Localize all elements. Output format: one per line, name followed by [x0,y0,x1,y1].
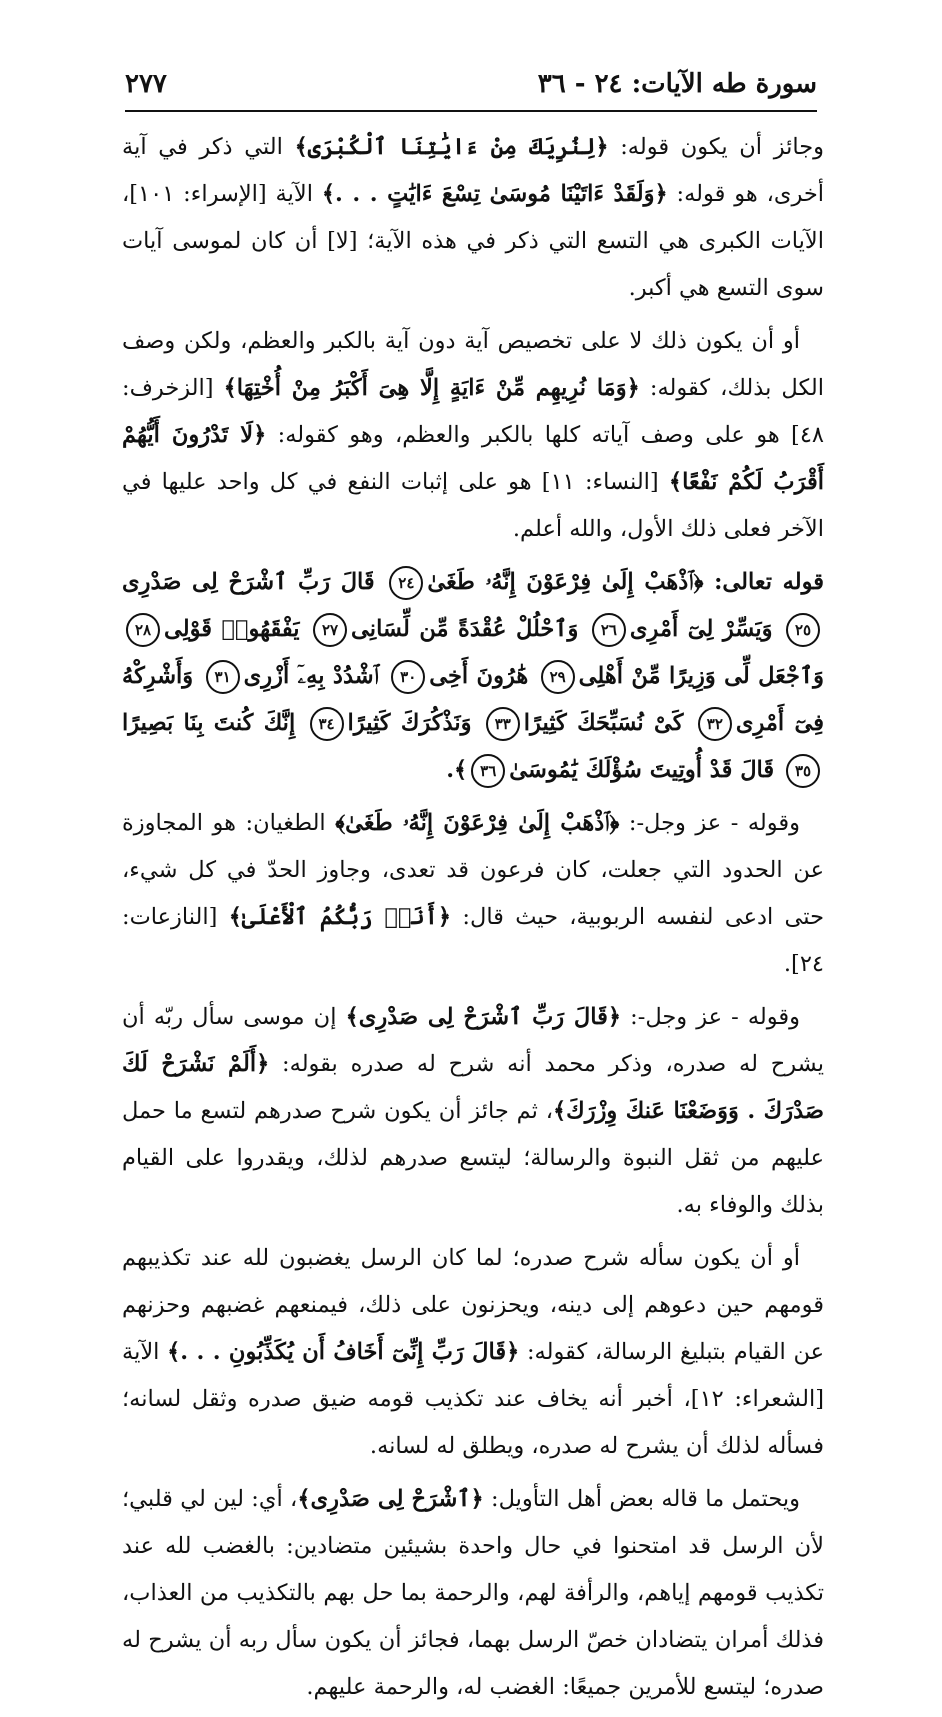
page-body [122,124,824,1717]
verse-text: كَىْ نُسَبِّحَكَ كَثِيرًا [523,710,684,736]
verse-text: وَأَشْرِكْهُ فِىٓ أَمْرِى [122,663,825,736]
paragraph-5 [122,1235,824,1470]
ayah-number-marker: ٣٠ [391,660,425,694]
verse-text: وَنَذْكُرَكَ كَثِيرًا [347,710,472,736]
text-run: الآية [الشعراء: ١٢]، أخبر أنه يخاف عند تكذيب قومه ضيق صدره وثقل لسانه؛ فسأله لذلك أن يشرح له صدره، ويطلق له لسانه. [122,1339,824,1459]
quran-quote: ﴿ٱذْهَبْ إِلَىٰ فِرْعَوْنَ إِنَّهُۥ طَغَىٰ﴾ [335,810,620,836]
verse-text: إِنَّكَ كُنتَ بِنَا بَصِيرًا [122,710,296,736]
ayah-number-marker: ٢٨ [126,613,160,647]
header-title: سورة طه الآيات: ٢٤ - ٣٦ [537,69,817,99]
text-run: [النساء: ١١] هو على إثبات النفع في كل واحد عليها في الآخر فعلى ذلك الأول، والله أعلم. [122,469,824,542]
quran-quote: ﴿أَلَمْ نَشْرَحْ لَكَ صَدْرَكَ . وَوَضَعْنَا عَنكَ وِزْرَكَ﴾ [122,1051,824,1124]
ayah-number-marker: ٢٩ [541,660,575,694]
verse-text: يَفْقَهُوا۟ قَوْلِى [164,616,300,642]
verse-text: وَٱحْلُلْ عُقْدَةً مِّن لِّسَانِى [351,616,579,642]
text-run: [النازعات: ٢٤]. [122,904,824,977]
verse-text: ﴿ٱذْهَبْ إِلَىٰ فِرْعَوْنَ إِنَّهُۥ طَغَىٰ [427,569,704,595]
ayah-number-marker: ٣٣ [486,707,520,741]
text-run: إن موسى سأل ربّه أن يشرح له صدره، وذكر محمد أنه شرح له صدره بقوله: [122,1004,825,1077]
text-run: وجائز أن يكون قوله: [620,134,825,160]
text-run: [الزخرف: ٤٨] هو على وصف آياته كلها بالكبر والعظم، وهو كقوله: [122,375,824,448]
quran-quote: ﴿لِنُرِيَكَ مِنْ ءَايَٰتِنَا ٱلْكُبْرَى﴾ [294,134,609,160]
text-run: أو أن يكون ذلك لا على تخصيص آية دون آية بالكبر والعظم، ولكن وصف الكل بذلك، كقوله: [122,328,824,401]
ayah-number-marker: ٢٥ [786,613,820,647]
ayah-number-marker: ٢٦ [592,613,626,647]
verse-text: ٱشْدُدْ بِهِۦٓ أَزْرِى [243,663,379,689]
text-run: وقوله - عز وجل-: [628,810,800,836]
text-run: أو أن يكون سأله شرح صدره؛ لما كان الرسل يغضبون لله عند تكذيبهم قومهم حين دعوهم إلى دينه، ويحزنون على ذلك، فيمنعهم غضبهم وحزنهم عن القيام بتبليغ الرسالة، كقوله: [122,1245,825,1365]
verse-text: قَالَ رَبِّ ٱشْرَحْ لِى صَدْرِى [122,569,375,595]
quran-quote: ﴿ٱشْرَحْ لِى صَدْرِى﴾ [297,1486,484,1512]
page-number: ٢٧٧ [125,69,167,99]
text-run: ، ثم جائز أن يكون شرح صدرهم لتسع ما حمل عليهم من ثقل النبوة والرسالة؛ ليتسع صدرهم لذلك، ويقدروا على القيام بذلك والوفاء به. [122,1098,824,1218]
text-run: الطغيان: هو المجاوزة عن الحدود التي جعلت، كان فرعون قد تعدى، وجاوز الحدّ في كل شيء، حتى ادعى لنفسه الربوبية، حيث قال: [122,810,825,930]
ayah-number-marker: ٣٢ [698,707,732,741]
verse-text: وَٱجْعَل لِّى وَزِيرًا مِّنْ أَهْلِى [578,663,824,689]
verse-text: قَالَ قَدْ أُوتِيتَ سُؤْلَكَ يَٰمُوسَىٰ [509,757,775,783]
paragraph-1 [122,124,824,312]
paragraph-4 [122,994,824,1229]
quran-quote: ﴿وَمَا نُرِيهِم مِّنْ ءَايَةٍ إِلَّا هِىَ أَكْبَرُ مِنْ أُخْتِهَا﴾ [223,375,640,401]
verses-block [122,559,824,794]
ayah-number-marker: ٢٧ [313,613,347,647]
text-run: التي ذكر في آية أخرى، هو قوله: [122,134,825,207]
text-run: الآية [الإسراء: ١٠١]، الآيات الكبرى هي التسع التي ذكر في هذه الآية؛ [لا] أن كان لموسى آيات سوى التسع هي أكبر. [122,181,824,301]
ayah-number-marker: ٢٤ [389,566,423,600]
text-run: وقوله - عز وجل-: [630,1004,801,1030]
text-run: ويحتمل ما قاله بعض أهل التأويل: [491,1486,800,1512]
quran-quote: ﴿أَنَا۠ رَبُّكُمُ ٱلْأَعْلَىٰ﴾ [228,904,452,930]
verse-closing-bracket: ﴾. [446,757,468,783]
paragraph-6 [122,1476,824,1711]
quran-quote: ﴿قَالَ رَبِّ إِنِّىٓ أَخَافُ أَن يُكَذِّبُونِ . . .﴾ [167,1339,520,1365]
paragraph-2 [122,318,824,553]
running-header [125,62,817,106]
ayah-number-marker: ٣٦ [471,754,505,788]
ayah-number-marker: ٣٤ [310,707,344,741]
quran-quote: ﴿قَالَ رَبِّ ٱشْرَحْ لِى صَدْرِى﴾ [345,1004,622,1030]
verse-text: وَيَسِّرْ لِىٓ أَمْرِى [629,616,773,642]
verses-heading: قوله تعالى: [714,569,824,595]
ayah-number-marker: ٣٥ [786,754,820,788]
quran-quote: ﴿وَلَقَدْ ءَاتَيْنَا مُوسَىٰ تِسْعَ ءَايَٰتٍ . . .﴾ [321,181,668,207]
text-run: ، أي: لين لي قلبي؛ لأن الرسل قد امتحنوا في حال واحدة بشيئين متضادين: بالغضب لله عند تكذيب قومهم إياهم، والرأفة لهم، والرحمة بما حل بهم بالتكذيب من العذاب، فذلك أمران يتضادان خصّ الرسل بهما، فجائز أن يكون سأل ربه أن يشرح له صدره؛ ليتسع للأمرين جميعًا: الغضب له، والرحمة عليهم. [122,1486,824,1700]
quran-quote: ﴿لَا تَدْرُونَ أَيُّهُمْ أَقْرَبُ لَكُمْ نَفْعًا﴾ [122,422,825,495]
verse-text: هَٰرُونَ أَخِى [429,663,529,689]
header-rule [125,110,817,112]
paragraph-3 [122,800,824,988]
ayah-number-marker: ٣١ [206,660,240,694]
